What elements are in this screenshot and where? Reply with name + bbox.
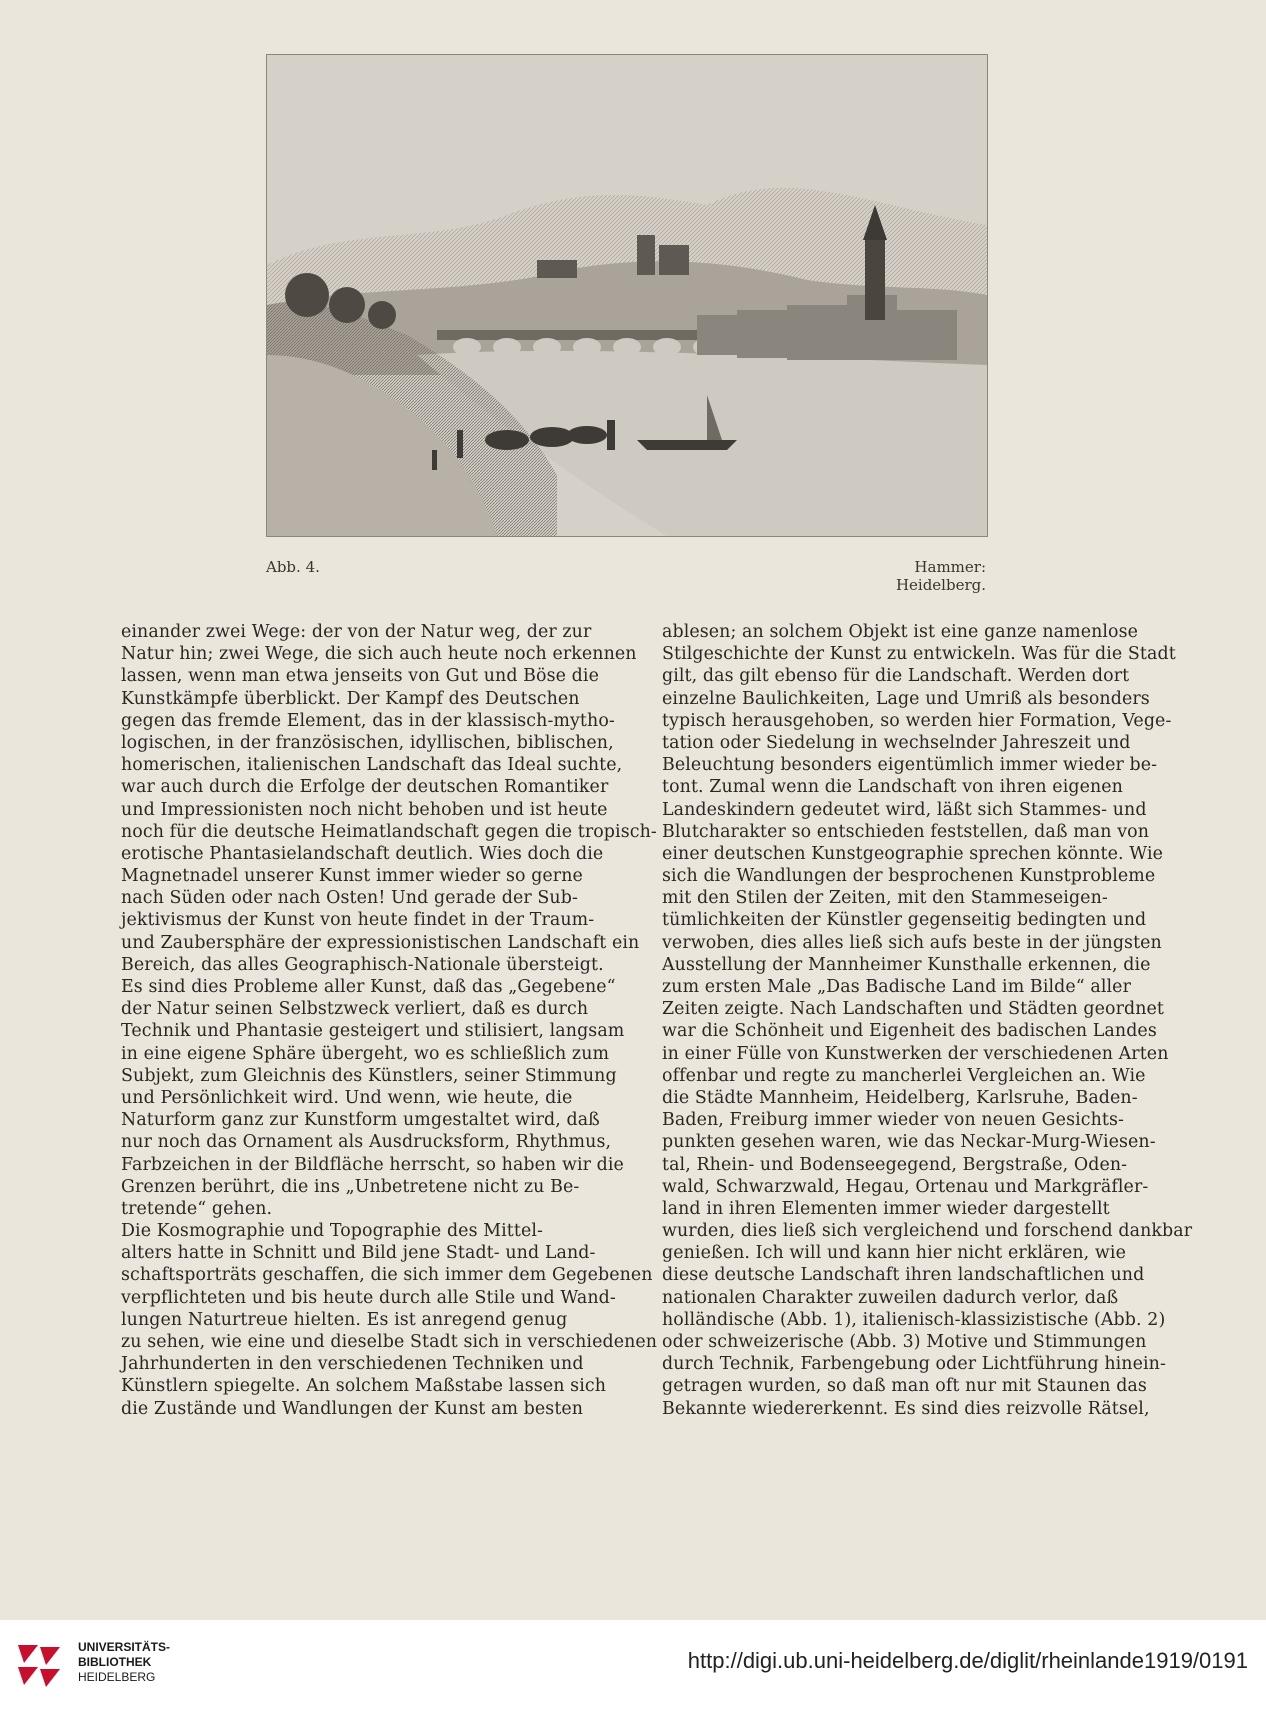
- text-line: einander zwei Wege: der von der Natur weg, der zur: [121, 622, 592, 642]
- library-name-line3: HEIDELBERG: [78, 1670, 156, 1684]
- text-line: schaftsporträts geschaffen, die sich immer dem Gegebenen: [121, 1265, 653, 1286]
- text-line: und Impressionisten noch nicht behoben und ist heute: [121, 799, 608, 820]
- text-line: und Persönlichkeit wird. Und wenn, wie heute, die: [121, 1087, 573, 1108]
- text-line: noch für die deutsche Heimatlandschaft gegen die tropisch-: [121, 821, 657, 842]
- text-line: ablesen; an solchem Objekt ist eine ganze namenlose: [662, 622, 1139, 642]
- text-line: erotische Phantasielandschaft deutlich. Wies doch die: [121, 843, 604, 864]
- text-line: die Städte Mannheim, Heidelberg, Karlsruhe, Baden-: [662, 1087, 1138, 1108]
- text-line: alters hatte in Schnitt und Bild jene Stadt- und Land-: [121, 1243, 596, 1264]
- text-line: nach Süden oder nach Osten! Und gerade der Sub-: [121, 888, 578, 909]
- text-line: verpflichteten und bis heute durch alle Stile und Wand-: [121, 1287, 616, 1308]
- source-url-link[interactable]: http://digi.ub.uni-heidelberg.de/diglit/rheinlande1919/0191: [687, 1648, 1248, 1673]
- text-line: und Zaubersphäre der expressionistischen Landschaft ein: [121, 932, 640, 953]
- text-line: einer deutschen Kunstgeographie sprechen könnte. Wie: [662, 843, 1164, 864]
- text-line: tation oder Siedelung in wechselnder Jahreszeit und: [662, 732, 1131, 753]
- text-line: nationalen Charakter zuweilen dadurch verlor, daß: [662, 1287, 1119, 1308]
- text-line: wald, Schwarzwald, Hegau, Ortenau und Markgräfler-: [662, 1176, 1149, 1197]
- text-line: war die Schönheit und Eigenheit des badischen Landes: [662, 1021, 1157, 1042]
- text-line: Beleuchtung besonders eigentümlich immer wieder be-: [662, 755, 1158, 776]
- text-line: mit den Stilen der Zeiten, mit den Stammeseigen-: [662, 888, 1108, 909]
- figure-label: Abb. 4.: [266, 558, 320, 576]
- text-line: einzelne Baulichkeiten, Lage und Umriß als besonders: [662, 688, 1150, 709]
- text-line: land in ihren Elementen immer wieder dargestellt: [662, 1198, 1110, 1219]
- library-name-line2: BIBLIOTHEK: [78, 1655, 152, 1669]
- text-line: Subjekt, zum Gleichnis des Künstlers, seiner Stimmung: [121, 1065, 617, 1086]
- text-line: jektivismus der Kunst von heute findet in der Traum-: [121, 910, 595, 931]
- text-line: verwoben, dies alles ließ sich aufs beste in der jüngsten: [662, 932, 1162, 953]
- text-line: tümlichkeiten der Künstler gegenseitig bedingten und: [662, 910, 1147, 931]
- text-line: logischen, in der französischen, idyllischen, biblischen,: [121, 732, 614, 753]
- text-line: zu sehen, wie eine und dieselbe Stadt sich in verschiedenen: [121, 1332, 658, 1352]
- text-line: lungen Naturtreue hielten. Es ist anregend genug: [121, 1309, 568, 1330]
- text-line: oder schweizerische (Abb. 3) Motive und Stimmungen: [662, 1332, 1147, 1352]
- text-line: getragen wurden, so daß man oft nur mit Staunen das: [662, 1376, 1147, 1397]
- text-line: homerischen, italienischen Landschaft das Ideal suchte,: [121, 755, 623, 776]
- text-line: Ausstellung der Mannheimer Kunsthalle erkennen, die: [662, 954, 1151, 975]
- text-line: Zeiten zeigte. Nach Landschaften und Städten geordnet: [662, 999, 1165, 1020]
- text-line: sich die Wandlungen der besprochenen Kunstprobleme: [662, 866, 1156, 887]
- text-line: war auch durch die Erfolge der deutschen Romantiker: [121, 777, 609, 798]
- text-line: gilt, das gilt ebenso für die Landschaft. Werden dort: [662, 666, 1130, 687]
- right-text-column: [662, 621, 1193, 1420]
- text-line: nur noch das Ornament als Ausdrucksform, Rhythmus,: [121, 1132, 612, 1153]
- text-line: gegen das fremde Element, das in der klassisch-mytho-: [121, 710, 615, 731]
- text-line: punkten gesehen waren, wie das Neckar-Murg-Wiesen-: [662, 1132, 1156, 1153]
- text-line: Grenzen berührt, die ins „Unbetretene nicht zu Be-: [121, 1176, 580, 1197]
- heidelberg-engraving: [266, 54, 988, 537]
- text-line: Natur hin; zwei Wege, die sich auch heute noch erkennen: [121, 644, 637, 665]
- text-line: offenbar und regte zu mancherlei Vergleichen an. Wie: [662, 1065, 1146, 1086]
- text-line: Bekannte wiedererkennt. Es sind dies reizvolle Rätsel,: [662, 1398, 1150, 1419]
- text-line: Jahrhunderten in den verschiedenen Techniken und: [121, 1354, 584, 1375]
- text-line: genießen. Ich will und kann hier nicht erklären, wie: [662, 1243, 1126, 1264]
- text-line: wurden, dies ließ sich vergleichend und forschend dankbar: [662, 1221, 1193, 1242]
- text-line: lassen, wenn man etwa jenseits von Gut und Böse die: [121, 666, 599, 687]
- text-line: tal, Rhein- und Bodenseegegend, Bergstraße, Oden-: [662, 1154, 1128, 1175]
- text-line: in eine eigene Sphäre übergeht, wo es schließlich zum: [121, 1043, 610, 1064]
- text-line: Es sind dies Probleme aller Kunst, daß das „Gegebene“: [121, 977, 616, 997]
- text-line: diese deutsche Landschaft ihren landschaftlichen und: [662, 1265, 1145, 1286]
- engraving-illustration: [267, 55, 987, 536]
- library-logo-icon: [14, 1637, 68, 1691]
- text-line: der Natur seinen Selbstzweck verliert, daß es durch: [121, 999, 589, 1020]
- text-line: Blutcharakter so entschieden feststellen, daß man von: [662, 821, 1149, 842]
- text-line: die Zustände und Wandlungen der Kunst am besten: [121, 1398, 584, 1419]
- text-line: Landeskindern gedeutet wird, läßt sich Stammes- und: [662, 799, 1147, 820]
- text-line: Kunstkämpfe überblickt. Der Kampf des Deutschen: [121, 688, 580, 709]
- text-line: Künstlern spiegelte. An solchem Maßstabe lassen sich: [121, 1376, 606, 1397]
- text-line: Technik und Phantasie gesteigert und stilisiert, langsam: [121, 1021, 625, 1042]
- figure-credit: Hammer: Heidelberg.: [895, 558, 986, 594]
- text-line: durch Technik, Farbengebung oder Lichtführung hinein-: [662, 1354, 1166, 1375]
- text-line: in einer Fülle von Kunstwerken der verschiedenen Arten: [662, 1043, 1169, 1064]
- text-line: typisch herausgehoben, so werden hier Formation, Vege-: [662, 710, 1172, 731]
- text-line: Stilgeschichte der Kunst zu entwickeln. Was für die Stadt: [662, 644, 1176, 665]
- left-text-column: [121, 621, 658, 1420]
- text-line: holländische (Abb. 1), italienisch-klassizistische (Abb. 2): [662, 1309, 1166, 1330]
- text-line: tretende“ gehen.: [121, 1198, 273, 1219]
- library-name-line1: UNIVERSITÄTS-: [78, 1640, 171, 1654]
- text-line: zum ersten Male „Das Badische Land im Bilde“ aller: [662, 977, 1131, 997]
- text-line: tont. Zumal wenn die Landschaft von ihren eigenen: [662, 777, 1123, 798]
- text-line: Farbzeichen in der Bildfläche herrscht, so haben wir die: [121, 1154, 624, 1175]
- text-line: Die Kosmographie und Topographie des Mittel-: [121, 1221, 543, 1242]
- text-line: Baden, Freiburg immer wieder von neuen Gesichts-: [662, 1110, 1124, 1131]
- text-line: Naturform ganz zur Kunstform umgestaltet wird, daß: [121, 1110, 600, 1131]
- text-line: Magnetnadel unserer Kunst immer wieder so gerne: [121, 866, 583, 887]
- text-line: Bereich, das alles Geographisch-Nationale übersteigt.: [121, 954, 604, 975]
- library-name: [78, 1640, 170, 1685]
